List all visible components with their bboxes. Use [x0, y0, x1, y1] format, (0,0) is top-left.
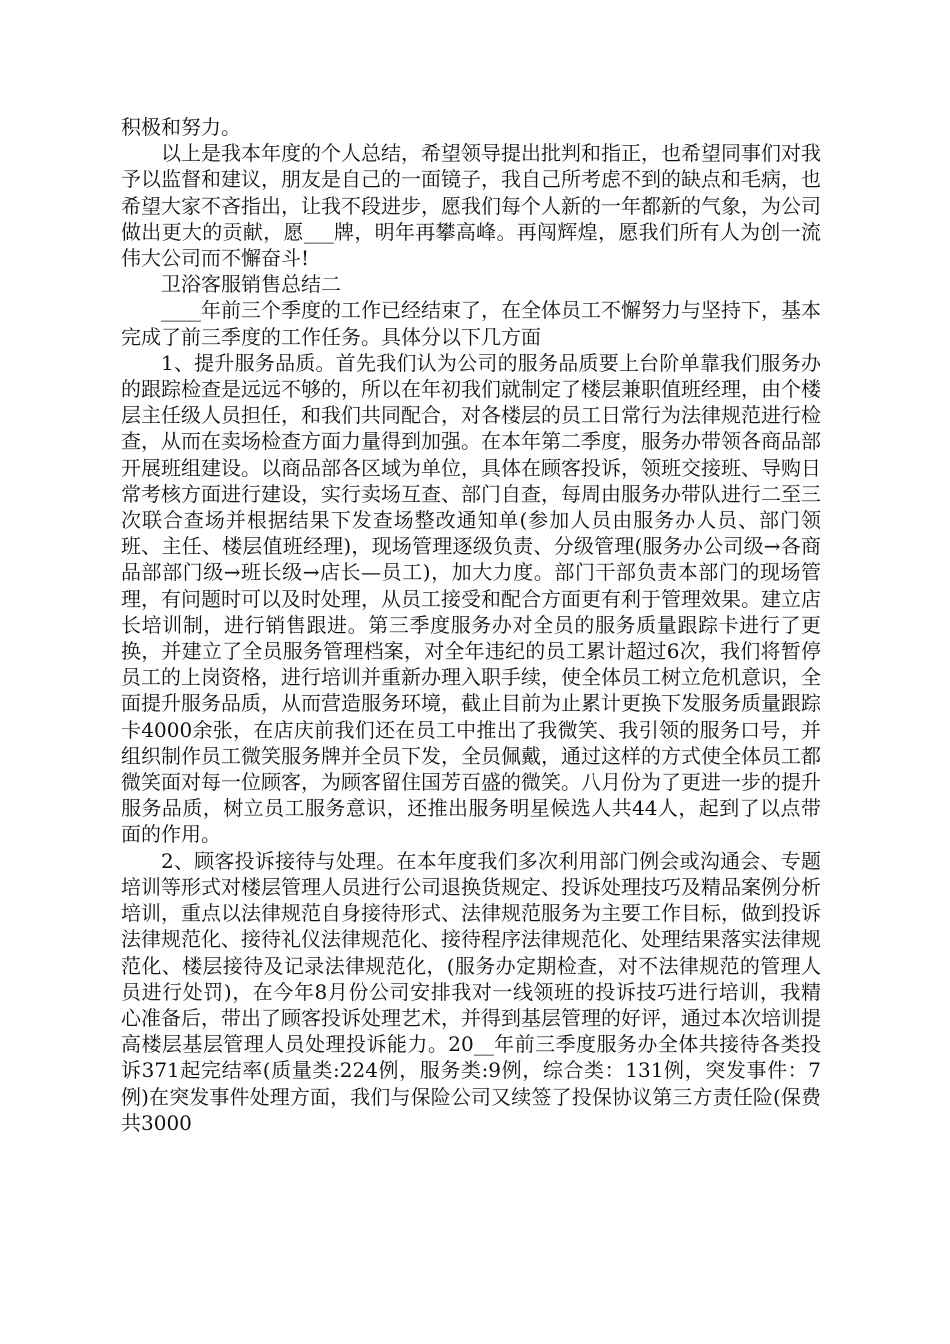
- paragraph-service-quality: 1、提升服务品质。首先我们认为公司的服务品质要上台阶单靠我们服务办的跟踪检查是远远不够的，所以在年初我们就制定了楼层兼职值班经理，由个楼层主任级人员担任，和我们共同配合，对各楼层的员工日常行为法律规范进行检查，从而在卖场检查方面力量得到加强。在本年第二季度，服务办带领各商品部开展班组建设。以商品部各区域为单位，具体在顾客投诉，领班交接班、导购日常考核方面进行建设，实行卖场互查、部门自查，每周由服务办带队进行二至三次联合查场并根据结果下发查场整改通知单(参加人员由服务办人员、部门领班、主任、楼层值班经理)，现场管理逐级负责、分级管理(服务办公司级→各商品部部门级→班长级→店长—员工)，加大力度。部门干部负责本部门的现场管理，有问题时可以及时处理，从员工接受和配合方面更有利于管理效果。建立店长培训制，进行销售跟进。第三季度服务办对全员的服务质量跟踪卡进行了更换，并建立了全员服务管理档案，对全年违纪的员工累计超过6次，我们将暂停员工的上岗资格，进行培训并重新办理入职手续，使全体员工树立危机意识，全面提升服务品质，从而营造服务环境，截止目前为止累计更换下发服务质量跟踪卡4000余张，在店庆前我们还在员工中推出了我微笑、我引领的服务口号，并组织制作员工微笑服务牌并全员下发，全员佩戴，通过这样的方式使全体员工都微笑面对每一位顾客，为顾客留住国芳百盛的微笑。八月份为了更进一步的提升服务品质，树立员工服务意识，还推出服务明星候选人共44人，起到了以点带面的作用。: [121, 350, 821, 847]
- paragraph-intro: ____年前三个季度的工作已经结束了，在全体员工不懈努力与坚持下，基本完成了前三季度的工作任务。具体分以下几方面: [121, 298, 821, 349]
- paragraph-continuation: 积极和努力。: [121, 115, 241, 139]
- section-heading: 卫浴客服销售总结二: [161, 272, 341, 297]
- paragraph-closing-remarks: 以上是我本年度的个人总结，希望领导提出批判和指正，也希望同事们对我予以监督和建议，朋友是自己的一面镜子，我自己所考虑不到的缺点和毛病，也希望大家不吝指出，让我不段进步，愿我们每个人新的一年都新的气象，为公司做出更大的贡献，愿___牌，明年再攀高峰。再闯辉煌，愿我们所有人为创一流伟大公司而不懈奋斗!: [121, 141, 821, 271]
- document-body: [121, 114, 821, 1136]
- paragraph-complaint-handling: 2、顾客投诉接待与处理。在本年度我们多次利用部门例会或沟通会、专题培训等形式对楼层管理人员进行公司退换货规定、投诉处理技巧及精品案例分析培训，重点以法律规范自身接待形式、法律规范服务为主要工作目标，做到投诉法律规范化、接待礼仪法律规范化、接待程序法律规范化、处理结果落实法律规范化、楼层接待及记录法律规范化，(服务办定期检查，对不法律规范的管理人员进行处罚)，在今年8月份公司安排我对一线领班的投诉技巧进行培训，我精心准备后，带出了顾客投诉处理艺术，并得到基层管理的好评，通过本次培训提高楼层基层管理人员处理投诉能力。20__年前三季度服务办全体共接待各类投诉371起完结率(质量类:224例，服务类:9例，综合类：131例，突发事件：7例)在突发事件处理方面，我们与保险公司又续签了投保协议第三方责任险(保费共3000: [121, 848, 821, 1135]
